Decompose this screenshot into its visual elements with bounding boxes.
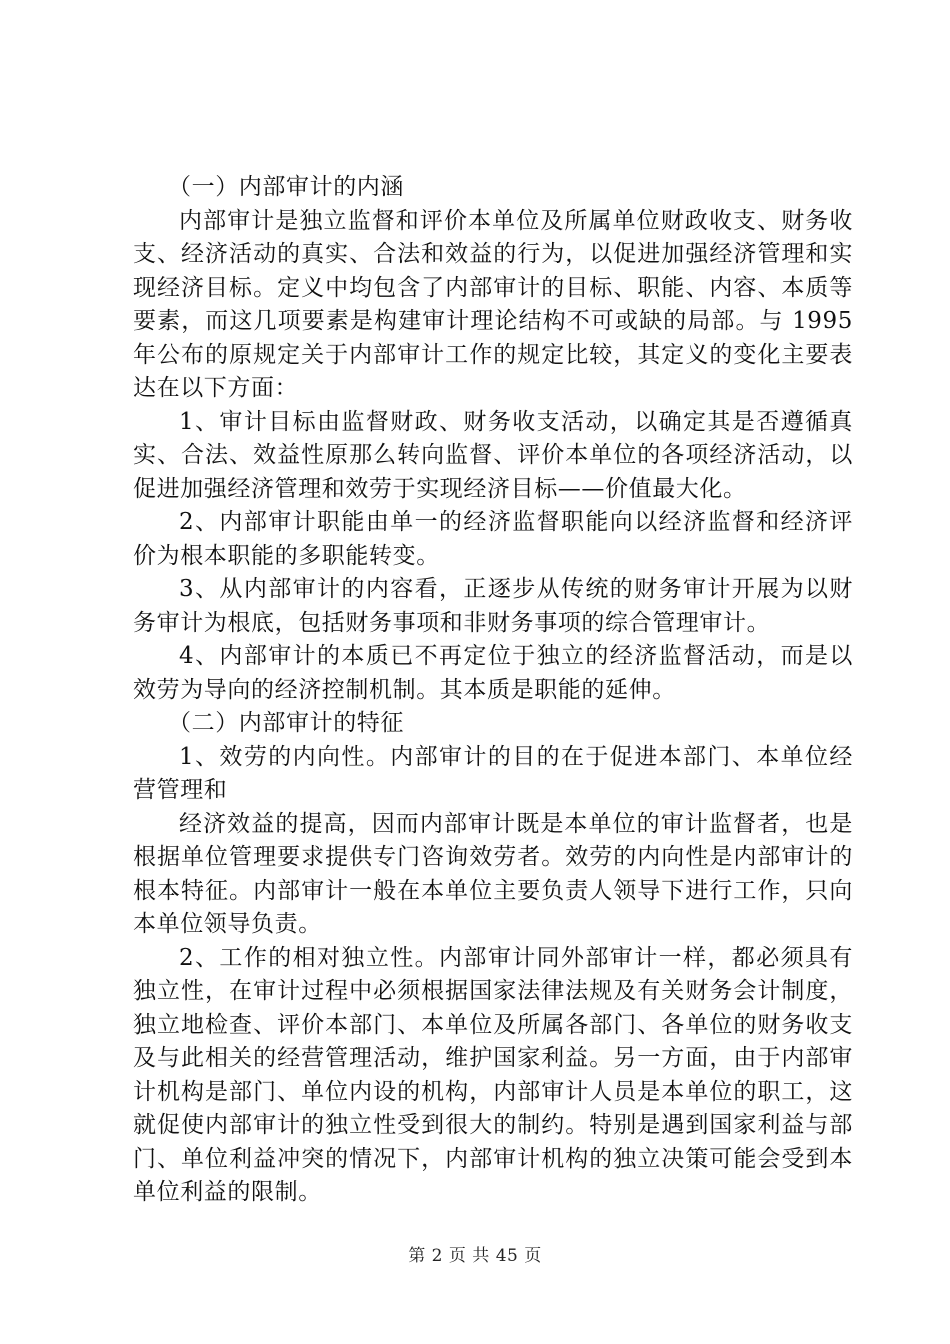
- paragraph-item-1: 1、审计目标由监督财政、财务收支活动，以确定其是否遵循真实、合法、效益性原那么转向监督、评价本单位的各项经济活动，以促进加强经济管理和效劳于实现经济目标——价值最大化。: [133, 408, 853, 502]
- paragraph-feature-1-continued: 经济效益的提高，因而内部审计既是本单位的审计监督者，也是根据单位管理要求提供专门咨询效劳者。效劳的内向性是内部审计的根本特征。内部审计一般在本单位主要负责人领导下进行工作，只向本单位领导负责。: [133, 810, 853, 937]
- paragraph-item-2: 2、内部审计职能由单一的经济监督职能向以经济监督和经济评价为根本职能的多职能转变。: [133, 509, 853, 569]
- paragraph-item-4: 4、内部审计的本质已不再定位于独立的经济监督活动，而是以效劳为导向的经济控制机制。其本质是职能的延伸。: [133, 643, 853, 703]
- paragraph-feature-1: 1、效劳的内向性。内部审计的目的在于促进本部门、本单位经营管理和: [133, 743, 853, 803]
- page-number-footer: 第 2 页 共 45 页: [408, 1246, 542, 1266]
- paragraph-feature-2: 2、工作的相对独立性。内部审计同外部审计一样，都必须具有独立性，在审计过程中必须根据国家法律法规及有关财务会计制度，独立地检查、评价本部门、本单位及所属各部门、各单位的财务收支及与此相关的经营管理活动，维护国家利益。另一方面，由于内部审计机构是部门、单位内设的机构，内部审计人员是本单位的职工，这就促使内部审计的独立性受到很大的制约。特别是遇到国家利益与部门、单位利益冲突的情况下，内部审计机构的独立决策可能会受到本单位利益的限制。: [133, 944, 853, 1205]
- paragraph-definition: 内部审计是独立监督和评价本单位及所属单位财政收支、财务收支、经济活动的真实、合法和效益的行为，以促进加强经济管理和实现经济目标。定义中均包含了内部审计的目标、职能、内容、本质等要素，而这几项要素是构建审计理论结构不可或缺的局部。与 1995 年公布的原规定关于内部审计工作的规定比较，其定义的变化主要表达在以下方面：: [133, 207, 853, 401]
- section-heading-1: （一）内部审计的内涵: [168, 174, 404, 200]
- document-body: [133, 171, 853, 1210]
- paragraph-item-3: 3、从内部审计的内容看，正逐步从传统的财务审计开展为以财务审计为根底，包括财务事项和非财务事项的综合管理审计。: [133, 576, 853, 636]
- section-heading-2: （二）内部审计的特征: [168, 710, 404, 736]
